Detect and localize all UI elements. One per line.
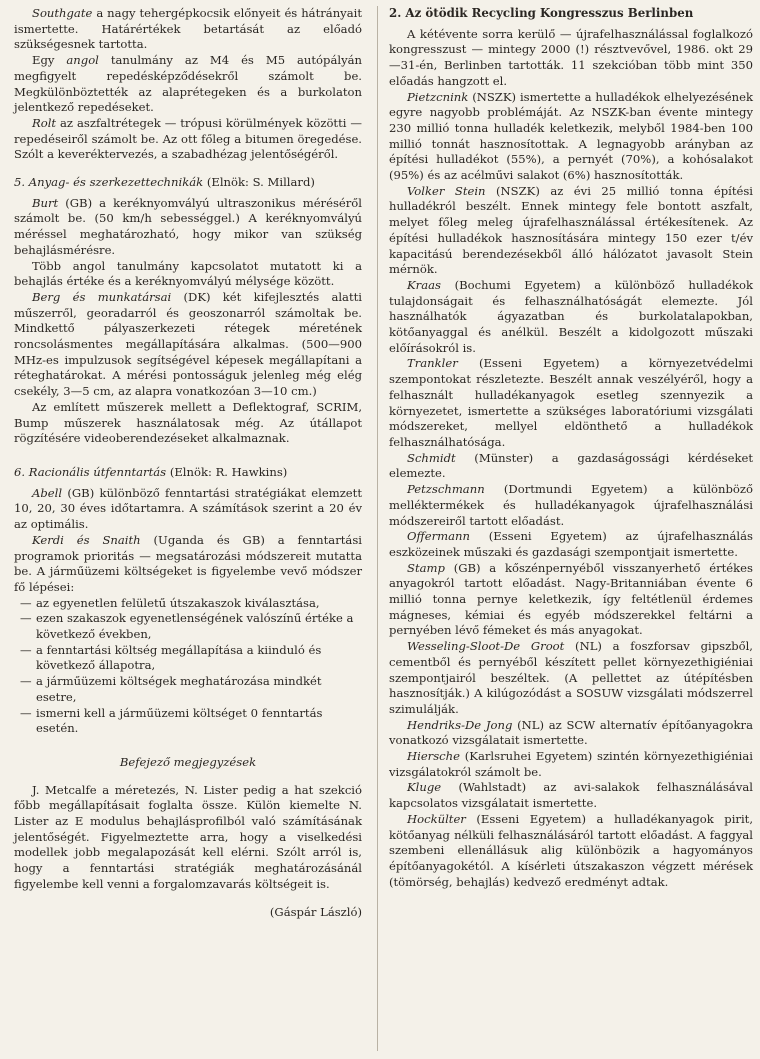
article-heading: 2. Az ötödik Recycling Kongresszus Berlinben bbox=[389, 6, 694, 20]
paragraph-berg: Berg és munkatársai (DK) két kifejlesztés alatti műszerről, georadarról és geoszonarról számoltak be. Mindkettő pályaszerkezeti rétegek méretének roncsolásmentes megállapítására alkalmas. (500—900 MHz-es impulzusok segítségével képesek megállapítani a réteghatárokat. A mérési pontosságuk jelenleg még elég csekély, 3—5 cm, az alapra vonatkozóan 3—10 cm.) bbox=[14, 289, 362, 399]
paragraph-muszerek: Az említett műszerek mellett a Deflektograf, SCRIM, Bump műszerek használatosak még. Az útállapot rögzítésére videoberendezéseket alkalmaznak. bbox=[14, 399, 362, 446]
left-column bbox=[14, 6, 362, 920]
paragraph-kongresszus: A kétévente sorra kerülő — újrafelhasználással foglalkozó kongresszust — mintegy 2000 (!) résztvevővel, 1986. okt 29—31-én, Berlinben tartották. 11 szekcióban több mint 350 előadás hangzott el. bbox=[389, 26, 753, 88]
paragraph-stamp: Stamp (GB) a kőszénpernyéből visszanyerhető értékes anyagokról tartott előadást. Nagy-Britanniában évente 6 millió tonna pernye keletkezik, így feltétlenül érdemes mágneses, kémiai és egyéb módszerekkel feltárni a pernyében lévő fémeket és más anyagokat. bbox=[389, 560, 753, 638]
list-item: — ismerni kell a járműüzemi költséget 0 fenntartás esetén. bbox=[20, 705, 323, 736]
column-divider bbox=[377, 6, 378, 1051]
author-name: Offermann bbox=[407, 529, 470, 544]
author-name: angol bbox=[66, 53, 99, 68]
intro-paragraph-angol: Egy angol tanulmány az M4 és M5 autópályán megfigyelt repedésképződésekről számolt be. Megkülönböztették az alaprétegeken és a burkolaton jelentkező repedéseket. bbox=[14, 53, 363, 115]
paragraph-hendriks: Hendriks-De Jong (NL) az SCW alternatív építőanyagokra vonatkozó vizsgálatait ismertette. bbox=[389, 717, 753, 748]
paragraph-trankler: Trankler (Esseni Egyetem) a környezetvédelmi szempontokat részletezte. Beszélt annak veszélyéről, hogy a felhasznált hulladékanyagok esetleg szennyezik a környezetet, ismertette a szükséges laboratóriumi vizsgálati módszereket, mellyel eldönthető a hulladékok felhasználhatósága. bbox=[389, 356, 753, 449]
paragraph-kluge: Kluge (Wahlstadt) az avi-salakok felhasználásával kapcsolatos vizsgálatait ismertette. bbox=[389, 780, 753, 811]
paragraph-volker-stein: Volker Stein (NSZK) az évi 25 millió tonna építési hulladékról beszélt. Ennek mintegy fele bontott aszfalt, melyet főleg meleg újrafelhasználással értékesítenek. Az építési hulladékok hasznosítására mintegy 150 ezer t/év kapacitású berendezésekből álló hálózatot javasolt Stein mérnök. bbox=[389, 183, 753, 277]
author-name: Hendriks-De Jong bbox=[407, 717, 513, 732]
author-name: Schmidt bbox=[407, 450, 456, 465]
list-item: — az egyenetlen felületű útszakaszok kiválasztása, bbox=[20, 595, 320, 610]
list-item: — ezen szakaszok egyenetlenségének valószínű értéke a következő években, bbox=[20, 611, 354, 642]
author-name: Kraas bbox=[407, 277, 441, 292]
paragraph-offermann: Offermann (Esseni Egyetem) az újrafelhasználás eszközeinek műszaki és gazdasági szempontjait ismertette. bbox=[389, 529, 753, 559]
method-steps-list bbox=[14, 596, 362, 737]
author-name: Abell bbox=[32, 485, 63, 500]
paragraph-burt: Burt (GB) a keréknyomvályú ultraszonikus méréséről számolt be. (50 km/h sebességgel.) A keréknyomvályú méréssel meghatározható, hogy mikor van szükség behajlásmérésre. bbox=[14, 195, 362, 257]
paragraph-abell: Abell (GB) különböző fenntartási stratégiákat elemzett 10, 20, 30 éves időtartamra. A számítások szerint a 20 év az optimális. bbox=[14, 485, 362, 532]
author-name: Stamp bbox=[407, 560, 445, 575]
right-column bbox=[389, 6, 753, 890]
author-name: Rolt bbox=[32, 115, 57, 130]
list-item: — a járműüzemi költségek meghatározása mindkét esetre, bbox=[20, 674, 322, 704]
section-5-heading: 5. Anyag- és szerkezettechnikák (Elnök: S. Millard) bbox=[14, 175, 315, 190]
author-name: Burt bbox=[32, 195, 59, 210]
paragraph-pietzcnink: Pietzcnink (NSZK) ismertette a hulladékok elhelyezésének egyre nagyobb problémáját. Az NSZK-ban évente mintegy 230 millió tonna hulladék keletkezik, melyből 1984-ben 100 millió tonnát hasznosítottak. A legnagyobb arányban az építési hulladékot (55%), a pernyét (70%), a kohósalakot (95%) és az acélművi salakot (6%) hasznosították. bbox=[389, 89, 753, 183]
author-signature: (Gáspár László) bbox=[269, 904, 362, 919]
paragraph-kerdi-snaith: Kerdi és Snaith (Uganda és GB) a fenntartási programok prioritás — megsatározási módszereit mutatta be. A járműüzemi költségeket is figyelembe vevő módszer fő lépései: bbox=[14, 532, 362, 594]
intro-paragraph-rolt: Rolt az aszfaltrétegek — trópusi körülmények közötti — repedéseiről számolt be. Az ott főleg a bitumen öregedése. Szólt a keveréktervezés, a szabadhézag jelentőségéről. bbox=[14, 115, 362, 162]
author-name: Pietzcnink bbox=[407, 89, 469, 104]
list-item: — a fenntartási költség megállapítása a kiinduló és következő állapotra, bbox=[20, 642, 322, 673]
author-name: Trankler bbox=[407, 356, 458, 371]
paragraph-petzschmann: Petzschmann (Dortmundi Egyetem) a különböző melléktermékek és hulladékanyagok újrafelhasználási módszereiről tartott előadást. bbox=[389, 482, 753, 528]
closing-heading: Befejező megjegyzések bbox=[119, 754, 257, 769]
author-name: Kluge bbox=[407, 780, 442, 795]
intro-paragraph-southgate: Southgate a nagy tehergépkocsik előnyeit és hátrányait ismertette. Határértékek betartását az előadó szükségesnek tartotta. bbox=[14, 6, 362, 52]
author-name: Wesseling-Sloot-De Groot bbox=[407, 639, 565, 654]
paragraph-schmidt: Schmidt (Münster) a gazdaságossági kérdéseket elemezte. bbox=[389, 450, 753, 481]
paragraph-angol-tanulmany: Több angol tanulmány kapcsolatot mutatott ki a behajlás értéke és a keréknyomvályú mélysége között. bbox=[14, 258, 362, 289]
author-name: Berg és munkatársai bbox=[32, 289, 172, 304]
paragraph-hockulter: Hockülter (Esseni Egyetem) a hulladékanyagok pirit, kötőanyag nélküli felhasználásáról tartott előadást. A faggyal szembeni ellenállásuk alig különbözik a hagyományos építőanyagokétól. A kísérleti útszakaszon végzett mérések (tömörség, behajlás) kedvező eredményt adtak. bbox=[389, 811, 753, 889]
paragraph-kraas: Kraas (Bochumi Egyetem) a különböző hulladékok tulajdonságait és felhasználhatóságát elemezte. Jól használhatók ágyazatban és burkolatalapokban, kötőanyaggal és anélkül. Beszélt a kidolgozott műszaki előírásokról is. bbox=[389, 277, 753, 355]
author-name: Petzschmann bbox=[407, 482, 485, 497]
author-name: Hockülter bbox=[407, 811, 466, 826]
author-name: Hiersche bbox=[407, 749, 460, 764]
section-6-heading: 6. Racionális útfenntartás (Elnök: R. Hawkins) bbox=[14, 464, 288, 479]
closing-paragraph: J. Metcalfe a méretezés, N. Lister pedig a hat szekció főbb megállapításait foglalta össze. Külön kiemelte N. Lister az E modulus behajlásprofilból való számításának jelentőségét. Figyelmeztette arra, hogy a viselkedési modellek jobb megalapozását kell elérni. Szólt arról is, hogy a fenntartási stratégiák meghatározásánál figyelembe kell venni a forgalomzavarás költségeit is. bbox=[14, 782, 362, 891]
author-name: Southgate bbox=[32, 6, 93, 20]
author-name: Volker Stein bbox=[407, 183, 486, 198]
paragraph-hiersche: Hiersche (Karlsruhei Egyetem) szintén környezethigiéniai vizsgálatokról számolt be. bbox=[389, 749, 753, 779]
paragraph-wesseling: Wesseling-Sloot-De Groot (NL) a foszforsav gipszből, cementből és pernyéből készített pellet környezethigiéniai szempontjairól beszéltek. (A pellettet az útépítésben hasznosítják.) A kilúgozódást a SOSUW vizsgálati módszerrel szimulálják. bbox=[389, 639, 753, 716]
author-name: Kerdi és Snaith bbox=[32, 532, 141, 547]
